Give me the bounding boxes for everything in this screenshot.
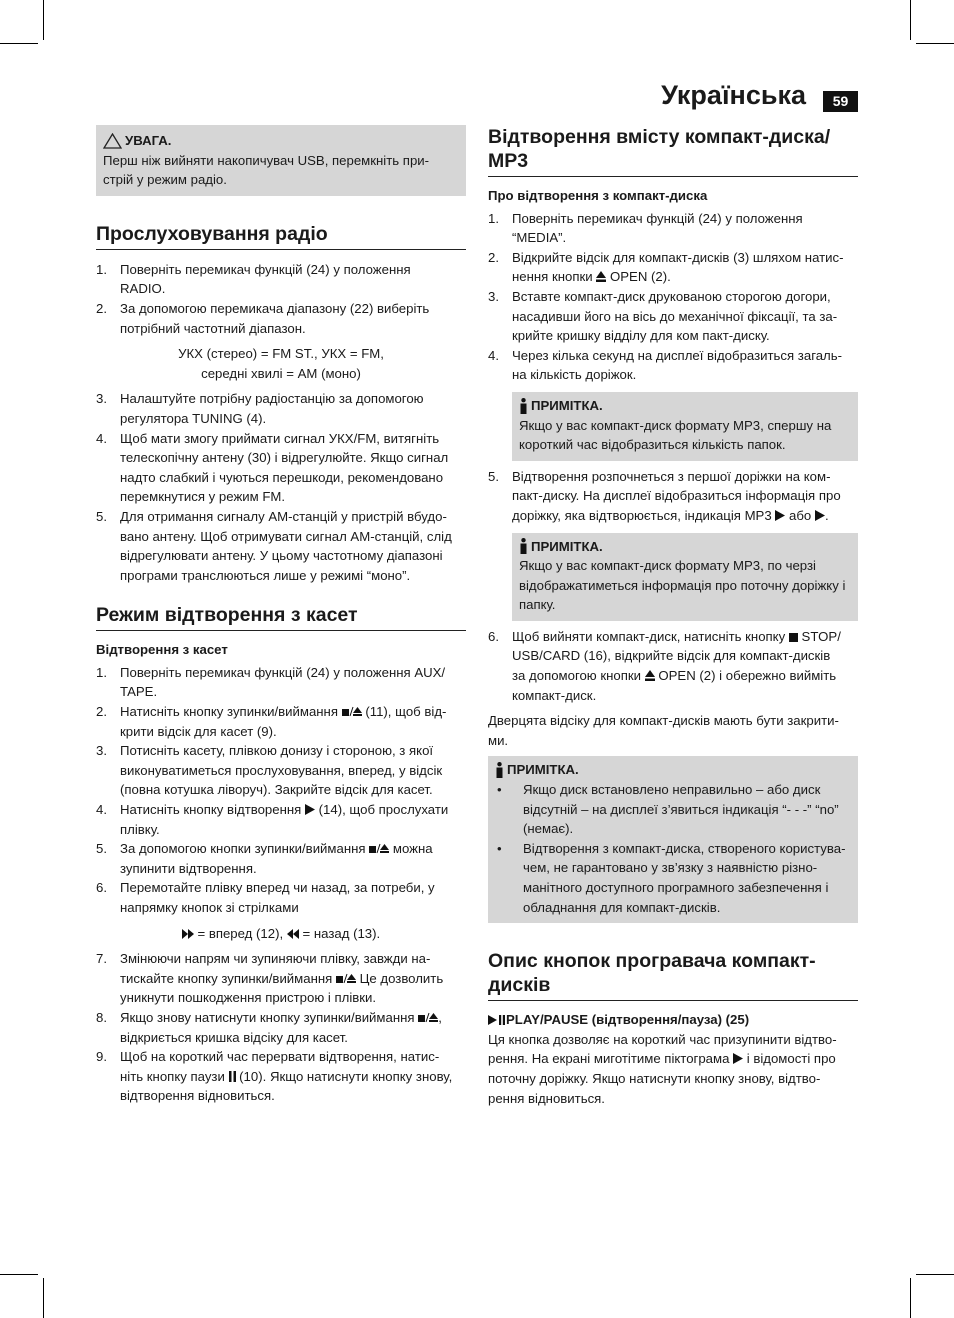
- play-pause-description: [488, 1030, 858, 1108]
- rewind-icon: [287, 929, 299, 939]
- crop-mark: [916, 43, 954, 44]
- list-line: За допомогою перемикача діапазону (22) виберіть: [120, 300, 430, 316]
- list-line: Поверніть перемикач функцій (24) у положення AUX/: [120, 664, 446, 680]
- info-icon: [495, 762, 504, 778]
- note-box: [512, 392, 858, 461]
- list-item: [96, 389, 466, 428]
- list-number: 1.: [96, 664, 107, 680]
- list-line: тискайте кнопку зупинки/виймання: [120, 970, 333, 986]
- list-item: [488, 467, 858, 526]
- list-line: ніть кнопку паузи: [120, 1068, 225, 1084]
- list-line: вано антену. Щоб отримувати сигнал AM-станцій, слід: [120, 528, 452, 544]
- list-item: [96, 1047, 466, 1106]
- list-line: крийте кришку відділу для ком пакт-диску.: [512, 328, 770, 344]
- list-number: 7.: [96, 951, 107, 967]
- paragraph-line: рення відновиться.: [488, 1090, 605, 1106]
- list-number: 9.: [96, 1049, 107, 1065]
- eject-icon: [596, 271, 606, 282]
- list-line: Налаштуйте потрібну радіостанцію за допомогою: [120, 391, 424, 407]
- formula-line: УКХ (стерео) = FM ST., УКХ = FM,: [178, 346, 384, 362]
- warning-line: Перш ніж вийняти накопичувач USB, перемкніть при-: [103, 152, 430, 168]
- heading-line: MP3: [488, 150, 529, 172]
- note-line: Якщо диск встановлено неправильно – або диск: [523, 782, 821, 798]
- list-line: “MEDIA”.: [512, 230, 567, 246]
- note-box: [512, 533, 858, 621]
- crop-mark: [0, 1274, 38, 1275]
- warning-line: стрій у режим радіо.: [103, 172, 227, 188]
- list-line: Щоб на короткий час перервати відтворення, натис-: [120, 1049, 440, 1065]
- list-line: (10). Якщо натиснути кнопку знову,: [235, 1068, 453, 1084]
- page-title: Українська: [661, 80, 806, 110]
- play-icon: [815, 510, 825, 521]
- page-number: 59: [823, 91, 858, 112]
- list-item: [488, 627, 858, 705]
- list-number: 2.: [488, 249, 499, 265]
- tape-list: [96, 663, 466, 1106]
- list-number: 8.: [96, 1009, 107, 1025]
- list-line: STOP/: [797, 628, 841, 644]
- paragraph-line: поточну доріжку. Якщо натиснути кнопку знову, відтво-: [488, 1070, 821, 1086]
- arrow-legend-text: = назад (13).: [298, 925, 381, 941]
- list-number: 3.: [96, 743, 107, 759]
- note-line: Якщо у вас компакт-диск формату MP3, по черзі: [519, 558, 816, 574]
- list-number: 1.: [96, 261, 107, 277]
- list-number: 5.: [96, 508, 107, 524]
- list-number: 2.: [96, 704, 107, 720]
- paragraph-line: і відомості про: [743, 1051, 836, 1067]
- note-title-text: ПРИМІТКА.: [507, 762, 579, 778]
- list-line: Натисніть кнопку відтворення: [120, 802, 302, 818]
- list-line: (11), щоб від-: [361, 704, 447, 720]
- bullet: •: [497, 840, 502, 856]
- section-heading-cd: [488, 125, 858, 177]
- list-number: 4.: [488, 347, 499, 363]
- list-line: за допомогою кнопки: [512, 668, 642, 684]
- note-line: обладнання для компакт-дисків.: [523, 899, 721, 915]
- list-line: Поверніть перемикач функцій (24) у положення: [512, 210, 803, 226]
- note-line: короткий час відобразиться кількість папок.: [519, 437, 786, 453]
- list-line: Через кілька секунд на дисплеї відобразиться загаль-: [512, 347, 843, 363]
- crop-mark: [910, 1278, 911, 1318]
- list-line: зупинити відтворення.: [120, 860, 257, 876]
- list-line: За допомогою кнопки зупинки/виймання: [120, 841, 366, 857]
- list-line: програми транслюються лише у режимі “моно”.: [120, 567, 411, 583]
- list-line: Відтворення розпочнеться з першої доріжки на ком-: [512, 468, 831, 484]
- list-line: OPEN (2).: [606, 269, 671, 285]
- list-line: пакт-диску. На дисплеї відобразиться інформація про: [512, 488, 841, 504]
- crop-mark: [910, 0, 911, 40]
- cd-list: [488, 209, 858, 385]
- section-heading-tape: Режим відтворення з касет: [96, 603, 466, 631]
- play-pause-label: [488, 1010, 858, 1030]
- warning-title-text: УВАГА.: [125, 133, 172, 148]
- play-icon: [775, 510, 785, 521]
- info-icon: [519, 538, 528, 554]
- crop-mark: [43, 1278, 44, 1318]
- list-item: [96, 878, 466, 917]
- play-pause-label-text: PLAY/PAUSE (відтворення/пауза) (25): [506, 1012, 750, 1028]
- note-line: відображатиметься інформація про поточну доріжку і: [519, 577, 846, 593]
- list-item: [96, 800, 466, 839]
- list-item: [96, 260, 466, 299]
- heading-line: дисків: [488, 974, 551, 997]
- stop-eject-icon: [369, 843, 389, 854]
- pause-icon: [497, 1015, 506, 1025]
- note-line: Відтворення з компакт-диска, створеного користува-: [523, 840, 846, 856]
- bullet: •: [497, 782, 502, 798]
- crop-mark: [0, 43, 38, 44]
- note-line: папку.: [519, 597, 556, 613]
- list-number: 2.: [96, 300, 107, 316]
- fast-forward-icon: [182, 929, 194, 939]
- list-line: TAPE.: [120, 684, 158, 700]
- list-line: компакт-диск.: [512, 687, 597, 703]
- list-line: виконуватиметься прослуховування, вперед, у відсік: [120, 762, 443, 778]
- note-title-text: ПРИМІТКА.: [531, 538, 603, 554]
- list-line: перемкнутися у режим FM.: [120, 489, 286, 505]
- section-heading-radio: Прослуховування радіо: [96, 222, 466, 250]
- subheading-tape: Відтворення з касет: [96, 642, 228, 658]
- play-icon: [733, 1053, 743, 1064]
- warning-triangle-icon: [103, 133, 122, 149]
- note-line: відсутній – на дисплеї з’явиться індикація “- - -” “no”: [523, 801, 839, 817]
- note-title: [519, 537, 851, 557]
- list-line: Перемотайте плівку вперед чи назад, за потреби, у: [120, 880, 435, 896]
- left-column: [96, 125, 466, 1106]
- list-line: Відкрийте відсік для компакт-дисків (3) шляхом натис-: [512, 249, 844, 265]
- note-box: [488, 756, 858, 923]
- heading-line: Відтворення вмісту компакт-диска/: [488, 126, 831, 148]
- list-line: OPEN (2) і обережно вийміть: [654, 668, 837, 684]
- list-item: [488, 209, 858, 248]
- list-line: RADIO.: [120, 281, 166, 297]
- list-line: .: [824, 507, 829, 523]
- stop-eject-icon: [342, 706, 362, 717]
- list-line: Щоб вийняти компакт-диск, натисніть кнопку: [512, 628, 786, 644]
- play-icon: [305, 804, 315, 815]
- band-formula: [96, 344, 466, 383]
- list-item: [488, 346, 858, 385]
- list-item: [96, 507, 466, 585]
- list-line: нення кнопки: [512, 269, 593, 285]
- stop-icon: [789, 633, 798, 642]
- stop-eject-icon: [418, 1012, 438, 1023]
- list-line: Натисніть кнопку зупинки/виймання: [120, 704, 338, 720]
- play-icon: [488, 1015, 497, 1025]
- warning-box: [96, 125, 466, 196]
- pause-icon: [229, 1071, 236, 1082]
- paragraph-line: Ця кнопка дозволяє на короткий час призупинити відтво-: [488, 1031, 837, 1047]
- list-item: [96, 741, 466, 800]
- list-line: Для отримання сигналу AM-станцій у пристрій вбудо-: [120, 508, 447, 524]
- list-line: Якщо знову натиснути кнопку зупинки/виймання: [120, 1009, 415, 1025]
- list-line: потрібний частотний діапазон.: [120, 320, 306, 336]
- info-icon: [519, 398, 528, 414]
- section-heading-buttons: [488, 949, 858, 1001]
- radio-list: [96, 260, 466, 586]
- list-line: Це дозволить: [355, 970, 444, 986]
- list-number: 3.: [488, 288, 499, 304]
- list-line: Вставте компакт-диск друкованою сторогою догори,: [512, 288, 831, 304]
- list-number: 3.: [96, 391, 107, 407]
- paragraph-line: рення. На екрані миготітиме піктограма: [488, 1051, 730, 1067]
- list-line: Поверніть перемикач функцій (24) у положення: [120, 261, 411, 277]
- note-line: Якщо у вас компакт-диск формату MP3, спершу на: [519, 417, 832, 433]
- list-item: [96, 429, 466, 507]
- door-paragraph: [488, 711, 858, 750]
- list-line: уникнути пошкодження пристрою і плівки.: [120, 990, 377, 1006]
- list-line: USB/CARD (16), відкрийте відсік для компакт-дисків: [512, 648, 831, 664]
- list-number: 4.: [96, 802, 107, 818]
- note-title: [495, 760, 851, 780]
- list-line: напрямку кнопок зі стрілками: [120, 900, 299, 915]
- crop-mark: [43, 0, 44, 40]
- list-line: (повна котушка ліворуч). Закрийте відсік для касет.: [120, 782, 433, 798]
- list-line: плівку.: [120, 821, 160, 837]
- list-line: або: [785, 507, 812, 523]
- arrow-legend: [96, 924, 466, 944]
- list-line: регулятора TUNING (4).: [120, 410, 267, 426]
- bullet-item: [495, 839, 851, 917]
- list-line: Потисніть касету, плівкою донизу і стороною, з якої: [120, 743, 434, 759]
- note-line: (немає).: [523, 821, 574, 837]
- list-line: відкриється кришка відсіку для касет.: [120, 1029, 348, 1045]
- list-line: ,: [438, 1009, 442, 1025]
- list-line: (14), щоб прослухати: [314, 802, 449, 818]
- note-title-text: ПРИМІТКА.: [531, 397, 603, 413]
- list-line: можна: [389, 841, 433, 857]
- list-line: відтворення відновиться.: [120, 1088, 275, 1104]
- heading-line: Опис кнопок програвача компакт-: [488, 950, 816, 973]
- list-line: доріжку, яка відтворюється, індикація MP3: [512, 507, 772, 523]
- list-line: телескопічну антену (30) і відрегулюйте. Якщо сигнал: [120, 450, 449, 466]
- list-item: [96, 949, 466, 1008]
- formula-line: середні хвилі = AM (моно): [201, 365, 361, 381]
- list-item: [96, 839, 466, 878]
- eject-icon: [645, 670, 655, 681]
- crop-mark: [916, 1274, 954, 1275]
- list-item: [96, 299, 466, 338]
- list-item: [96, 663, 466, 702]
- paragraph-line: ми.: [488, 732, 509, 748]
- list-line: на кількість доріжок.: [512, 367, 637, 383]
- bullet-item: [495, 780, 851, 839]
- list-line: крити відсік для касет (9).: [120, 723, 277, 739]
- list-number: 1.: [488, 210, 499, 226]
- list-number: 6.: [96, 880, 107, 896]
- subheading-cd: Про відтворення з компакт-диска: [488, 188, 708, 203]
- list-item: [96, 1008, 466, 1047]
- list-line: Щоб мати змогу приймати сигнал УКХ/FM, витягніть: [120, 430, 440, 446]
- list-item: [488, 287, 858, 346]
- list-item: [488, 248, 858, 287]
- list-line: насадивши його на вісь до механічної фіксації, та за-: [512, 308, 838, 324]
- list-number: 5.: [488, 468, 499, 484]
- right-column: [488, 125, 858, 1108]
- list-line: відрегулювати антену. У цьому частотному діапазоні: [120, 548, 443, 564]
- note-line: чем, не гарантовано у зв’язку з наявністю різно-: [523, 860, 818, 876]
- note-title: [519, 396, 851, 416]
- stop-eject-icon: [336, 973, 356, 984]
- list-number: 5.: [96, 841, 107, 857]
- warning-title: [103, 131, 459, 151]
- list-item: [96, 702, 466, 741]
- arrow-legend-text: = вперед (12),: [193, 925, 287, 941]
- list-line: надто слабкий і чуються перешкоди, рекомендовано: [120, 469, 444, 485]
- list-number: 4.: [96, 430, 107, 446]
- paragraph-line: Дверцята відсіку для компакт-дисків мають бути закрити-: [488, 713, 839, 729]
- list-number: 6.: [488, 628, 499, 644]
- list-line: Змінюючи напрям чи зупиняючи плівку, завжди на-: [120, 951, 431, 967]
- note-line: манітного доступного програмного забезпечення і: [523, 880, 829, 895]
